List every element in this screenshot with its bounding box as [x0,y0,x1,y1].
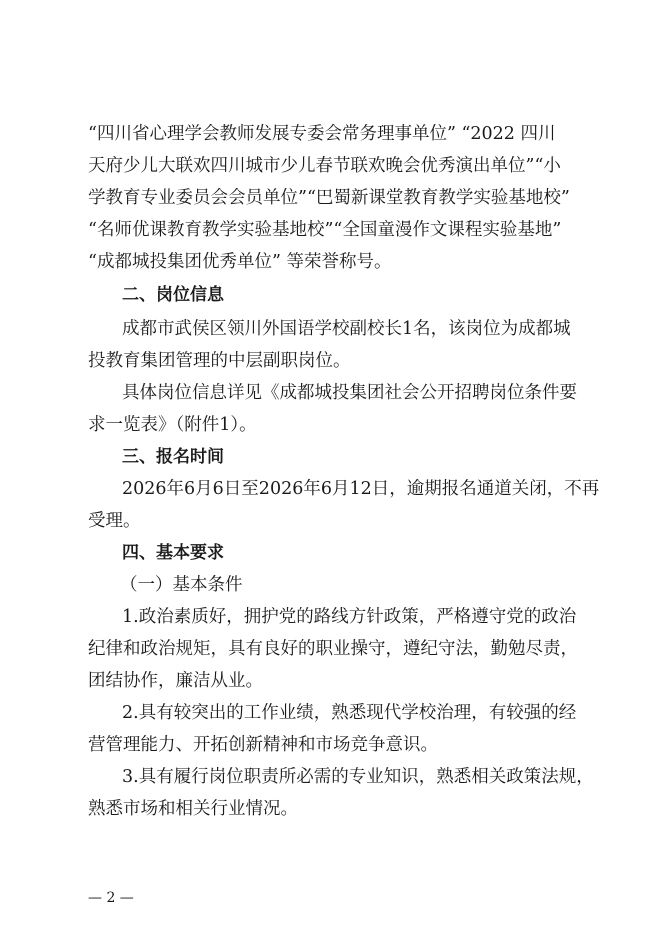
text-line: 熟悉市场和相关行业情况。 [88,799,298,819]
section-heading: 四、基本要求 [122,543,224,563]
section-heading: 三、报名时间 [122,447,224,467]
page-number: — 2 — [88,890,134,906]
text-line: 投教育集团管理的中层副职岗位。 [88,351,351,371]
text-line: 3.具有履行岗位职责所必需的专业知识，熟悉相关政策法规， [122,767,594,787]
text-line: 成都市武侯区领川外国语学校副校长1名，该岗位为成都城 [122,319,571,339]
text-line: 学教育专业委员会会员单位”“巴蜀新课堂教育教学实验基地校” [88,188,570,208]
text-line: 营管理能力、开拓创新精神和市场竞争意识。 [88,735,438,755]
text-line: 2026年6月6日至2026年6月12日，逾期报名通道关闭，不再 [122,479,600,499]
text-line: “四川省心理学会教师发展专委会常务理事单位” “2022 四川 [88,124,556,144]
text-line: 纪律和政治规矩，具有良好的职业操守，遵纪守法，勤勉尽责， [88,639,578,659]
text-line: 2.具有较突出的工作业绩，熟悉现代学校治理，有较强的经 [122,703,577,723]
text-line: 天府少儿大联欢四川城市少儿春节联欢晚会优秀演出单位”“小 [88,156,561,176]
text-line: “名师优课教育教学实验基地校”“全国童漫作文课程实验基地” [88,220,562,240]
text-line: 1.政治素质好，拥护党的路线方针政策，严格遵守党的政治 [122,607,577,627]
text-line: “成都城投集团优秀单位” 等荣誉称号。 [88,252,392,272]
subsection-heading: （一）基本条件 [120,575,243,595]
section-heading: 二、岗位信息 [122,285,224,305]
text-line: 求一览表》（附件1）。 [88,415,257,435]
text-line: 团结协作，廉洁从业。 [88,671,263,691]
text-line: 受理。 [88,511,141,531]
text-line: 具体岗位信息详见《成都城投集团社会公开招聘岗位条件要 [122,383,577,403]
